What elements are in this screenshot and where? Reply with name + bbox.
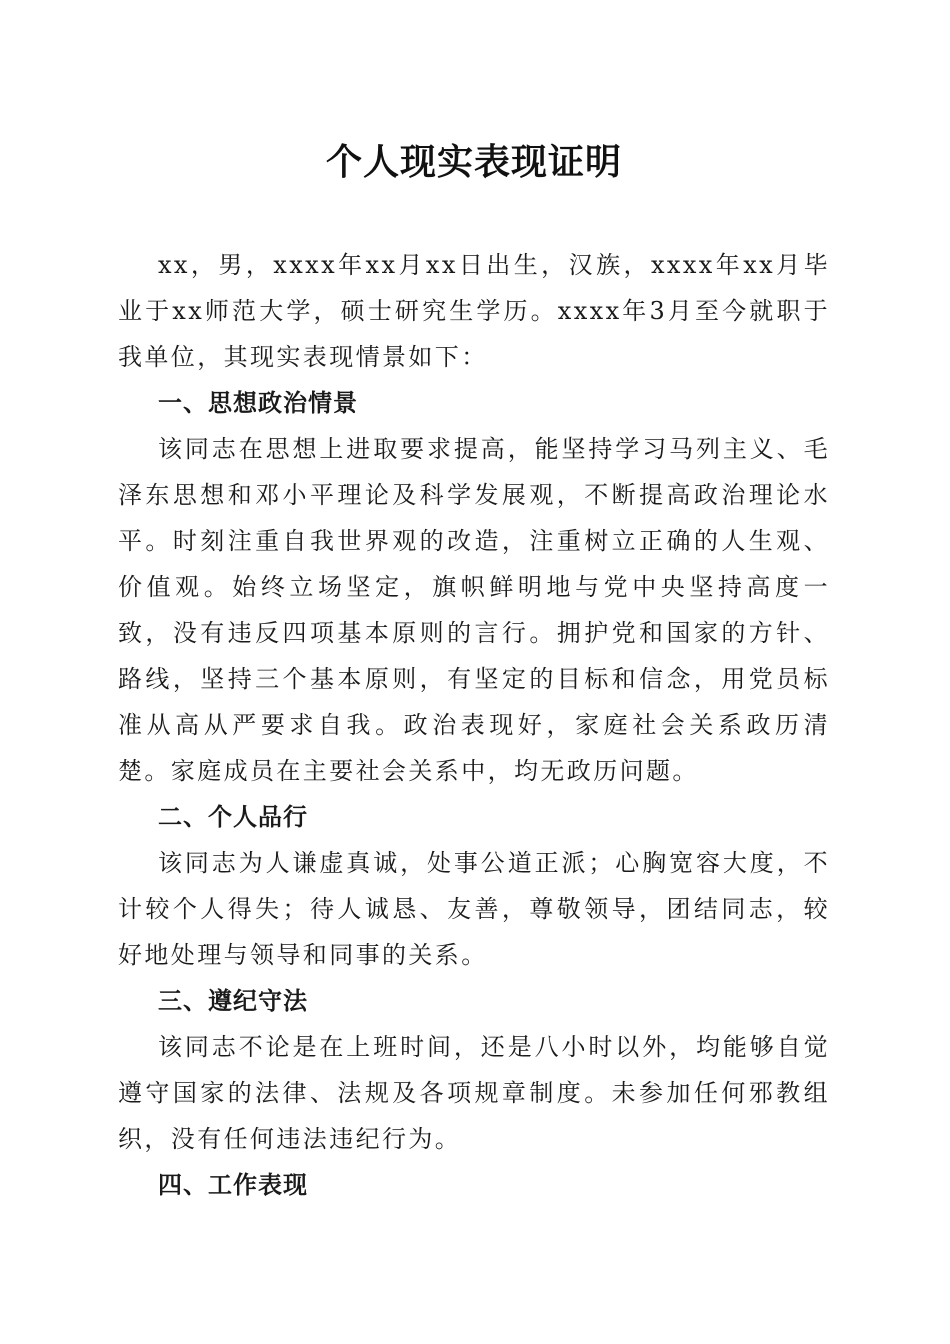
section-work <box>118 1162 830 1208</box>
section-heading: 三、遵纪守法 <box>158 987 308 1015</box>
section-paragraph: 该同志为人谦虚真诚，处事公道正派；心胸宽容大度，不计较个人得失；待人诚恳、友善，尊敬领导，团结同志，较好地处理与领导和同事的关系。 <box>118 849 830 969</box>
document-title: 个人现实表现证明 <box>325 141 622 183</box>
section-heading: 四、工作表现 <box>158 1171 308 1199</box>
document-body <box>118 242 830 1208</box>
section-paragraph: 该同志在思想上进取要求提高，能坚持学习马列主义、毛泽东思想和邓小平理论及科学发展观，不断提高政治理论水平。时刻注重自我世界观的改造，注重树立正确的人生观、价值观。始终立场坚定，旗帜鲜明地与党中央坚持高度一致，没有违反四项基本原则的言行。拥护党和国家的方针、路线，坚持三个基本原则，有坚定的目标和信念，用党员标准从高从严要求自我。政治表现好，家庭社会关系政历清楚。家庭成员在主要社会关系中，均无政历问题。 <box>118 435 830 785</box>
section-heading: 一、思想政治情景 <box>158 389 358 417</box>
section-paragraph: 该同志不论是在上班时间，还是八小时以外，均能够自觉遵守国家的法律、法规及各项规章制度。未参加任何邪教组织，没有任何违法违纪行为。 <box>118 1033 830 1153</box>
section-political <box>118 380 830 794</box>
intro-paragraph: xx，男，xxxx年xx月xx日出生，汉族，xxxx年xx月毕业于xx师范大学，硕士研究生学历。xxxx年3月至今就职于我单位，其现实表现情景如下： <box>118 251 830 371</box>
section-heading: 二、个人品行 <box>158 803 308 831</box>
section-law-abiding <box>118 978 830 1162</box>
section-character <box>118 794 830 978</box>
